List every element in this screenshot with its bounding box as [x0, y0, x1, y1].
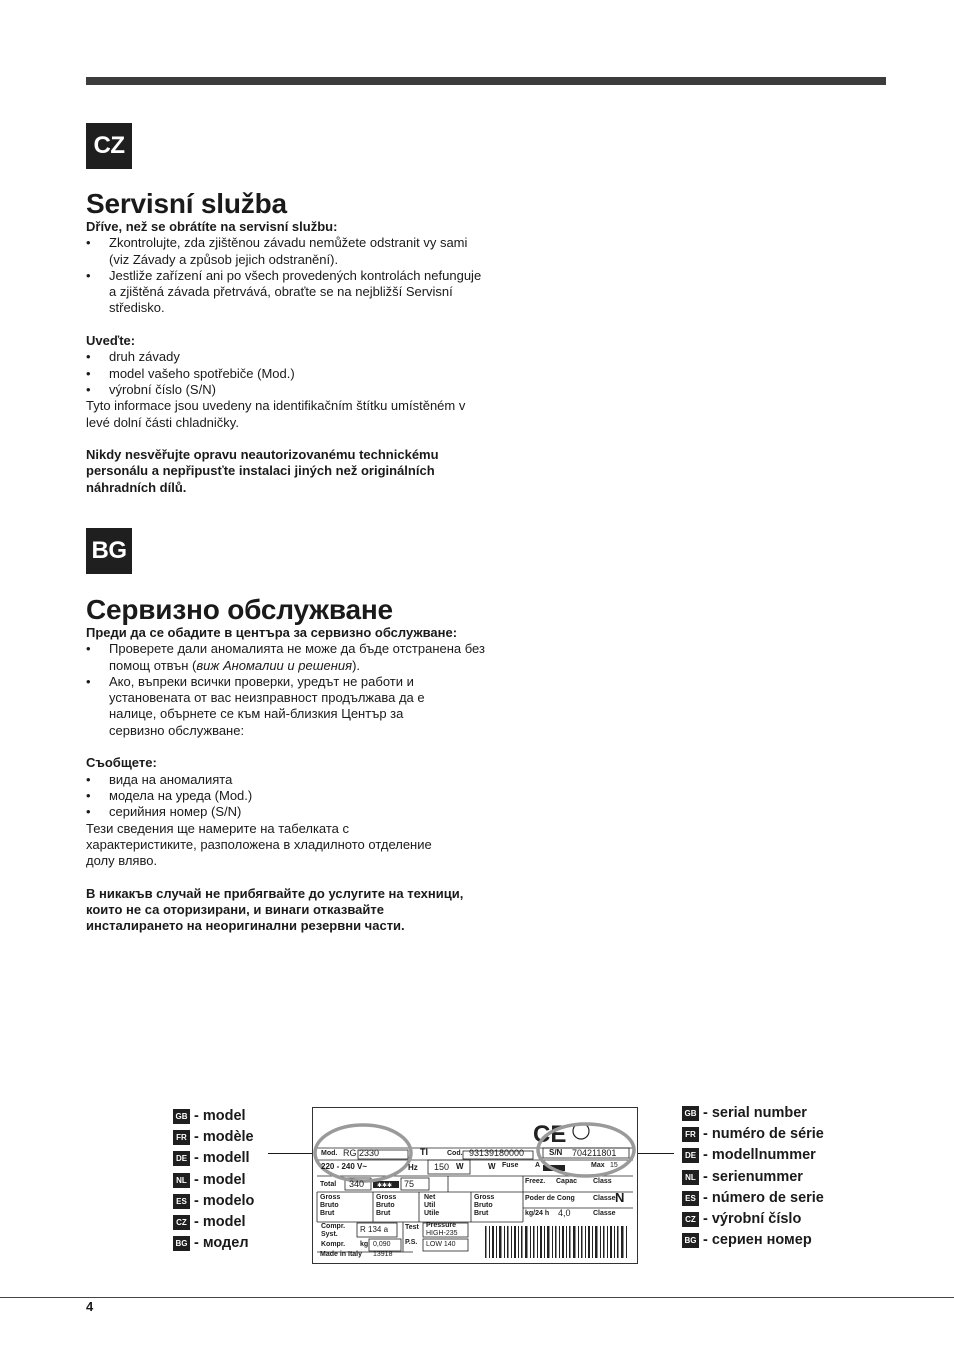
info-text: Тези сведения ще намерите на табелката с характеристиките, разположена в хладилното отделение долу вляво. [86, 820, 432, 869]
legend-serial [682, 1103, 824, 1251]
total-value: 340 [349, 1179, 365, 1189]
poder-label: Poder de Cong [525, 1195, 575, 1202]
check-list [86, 641, 486, 739]
legend-label: - modelo [194, 1192, 255, 1209]
svg-text:CE: CE [533, 1121, 567, 1148]
mod-label: Mod. [321, 1150, 338, 1157]
rating-plate [312, 1107, 638, 1264]
list-item: • Ако, въпреки всички проверки, уредът не работи и установената от вас неизправност продължава да е налице, обърнете се към най-близкия Център за сервизно обслужване: [86, 674, 441, 739]
state-heading: Uveďte: [86, 333, 136, 349]
legend-row [682, 1188, 824, 1209]
intro-text: Преди да се обадите в центъра за сервизно обслужване: [86, 625, 458, 640]
kompr-label: Kompr. [321, 1241, 346, 1248]
watts-value: 150 [434, 1162, 450, 1172]
language-code: FR [682, 1127, 699, 1142]
language-code: BG [682, 1233, 699, 1248]
legend-label: - model [194, 1171, 246, 1188]
legend-row [682, 1145, 824, 1166]
legend-label: - сериен номер [703, 1232, 812, 1249]
language-badge-cz: CZ [86, 123, 132, 169]
legend-row [173, 1191, 254, 1212]
check-list [86, 235, 486, 316]
net-label: Net Util Utile [424, 1194, 440, 1217]
warning-text: В никакъв случай не прибягвайте до услугите на техници, които не са оторизирани, и винаги отказвайте инсталирането на неоригинални резервни части. [86, 885, 464, 934]
legend-label: - modell [194, 1150, 250, 1167]
pressure-label: Pressure [426, 1222, 456, 1229]
language-code: ES [173, 1194, 190, 1209]
state-list [86, 772, 486, 821]
language-code: DE [682, 1148, 699, 1163]
list-item: • výrobní číslo (S/N) [86, 382, 486, 398]
class-label: Class [593, 1178, 612, 1185]
max-label: Max [591, 1162, 605, 1169]
language-code: CZ [682, 1212, 699, 1227]
compr-syst-label: Compr. Syst. [321, 1223, 346, 1238]
ps-label: P.S. [405, 1239, 418, 1246]
info-text: Tyto informace jsou uvedeny na identifikačním štítku umístěném v levé dolní části chladničky. [86, 398, 466, 430]
rating-plate-text [313, 1108, 637, 1263]
made-code: 13918 [373, 1251, 393, 1258]
legend-model [173, 1106, 254, 1254]
mod-value: RG 2330 [343, 1148, 380, 1158]
section-title: Servisní služba [86, 188, 287, 219]
watts-unit: W [456, 1162, 464, 1171]
svg-text:✱✱✱: ✱✱✱ [377, 1182, 393, 1189]
language-code: CZ [173, 1215, 190, 1230]
language-code: NL [173, 1173, 190, 1188]
legend-row [173, 1148, 254, 1169]
legend-row [682, 1124, 824, 1145]
footer-rule [0, 1297, 954, 1298]
list-item: • модела на уреда (Mod.) [86, 788, 486, 804]
state-heading: Съобщете: [86, 755, 157, 771]
sn-label: S/N [549, 1148, 563, 1157]
list-item: • Проверете дали аномалията не може да бъде отстранена без помощ отвън (виж Аномалии и решения). [86, 641, 486, 674]
language-code: GB [682, 1106, 699, 1121]
pressure-low: LOW 140 [426, 1241, 456, 1248]
list-item: • Zkontrolujte, zda zjištěnou závadu nemůžete odstranit vy sami (viz Závady a způsob jejich odstranění). [86, 235, 486, 268]
gross-label-1: Gross Bruto Brut [320, 1194, 341, 1217]
page-number: 4 [86, 1299, 94, 1314]
language-code: ES [682, 1191, 699, 1206]
language-code: DE [173, 1151, 190, 1166]
legend-row [173, 1233, 254, 1254]
state-list [86, 349, 486, 398]
legend-label: - výrobní číslo [703, 1210, 802, 1227]
language-code: GB [173, 1109, 190, 1124]
hz-label: Hz [408, 1163, 418, 1172]
legend-label: - model [194, 1108, 246, 1124]
voltage: 220 - 240 V~ [321, 1162, 368, 1171]
intro-text: Dříve, než se obrátíte na servisní službu: [86, 219, 338, 234]
warning-text: Nikdy nesvěřujte opravu neautorizovanému technickému personálu a nepřipusťte instalaci jiných než originálních náhradních dílů. [86, 447, 439, 495]
list-item: • Jestliže zařízení ani po všech provedených kontrolách nefunguje a zjištěná závada přetrvává, obraťte se na nejbližší Servisní středisko. [86, 268, 486, 317]
classe-label: Classe [593, 1195, 616, 1202]
star-value: 75 [404, 1179, 415, 1189]
legend-row [173, 1212, 254, 1233]
cross-reference: виж Аномалии и решения [196, 657, 353, 673]
gross-label-2: Gross Bruto Brut [376, 1194, 397, 1217]
legend-row [682, 1209, 824, 1230]
legend-label: - número de serie [703, 1189, 824, 1206]
legend-label: - модел [194, 1235, 249, 1252]
legend-row [682, 1167, 824, 1188]
sn-value: 704211801 [572, 1148, 617, 1158]
legend-label: - serienummer [703, 1168, 803, 1185]
legend-row [173, 1127, 254, 1148]
amp-label: A [535, 1162, 541, 1169]
list-item: • вида на аномалията [86, 772, 486, 788]
legend-label: - modellnummer [703, 1147, 816, 1164]
made-in-label: Made in Italy [320, 1251, 363, 1258]
section-cz [86, 189, 486, 496]
section-title: Сервизно обслужване [86, 594, 393, 625]
pressure-high: HIGH-235 [426, 1230, 458, 1237]
language-code: NL [682, 1170, 699, 1185]
legend-row [173, 1106, 254, 1127]
legend-row [682, 1230, 824, 1251]
legend-label: - modèle [194, 1129, 254, 1146]
list-item: • druh závady [86, 349, 486, 365]
legend-row [682, 1103, 824, 1124]
kg24-label: kg/24 h [525, 1210, 550, 1217]
lamp-w-unit: W [488, 1162, 496, 1171]
legend-label: - model [194, 1213, 246, 1230]
kg24-value: 4,0 [558, 1208, 571, 1218]
cod-value: 93139180000 [469, 1148, 525, 1158]
header-rule [86, 77, 886, 85]
kg-value: 0,090 [373, 1241, 391, 1248]
cod-label: Cod. [447, 1150, 463, 1157]
list-item: • model vašeho spotřebiče (Mod.) [86, 366, 486, 382]
kg-label: kg [360, 1241, 369, 1248]
language-code: FR [173, 1130, 190, 1145]
total-label: Total [320, 1181, 337, 1188]
classe-value: N [615, 1190, 625, 1205]
ti-label: TI [420, 1147, 428, 1157]
classe-label-2: Classe [593, 1210, 616, 1217]
freez-label: Freez. [525, 1178, 546, 1185]
legend-label: - serial number [703, 1105, 807, 1121]
max-value: 15 [610, 1162, 618, 1169]
fuse-label: Fuse [502, 1162, 519, 1169]
language-badge-bg: BG [86, 528, 132, 574]
gross-label-3: Gross Bruto Brut [474, 1194, 495, 1217]
capac-label: Capac [556, 1178, 578, 1185]
list-item: • серийния номер (S/N) [86, 804, 486, 820]
legend-row [173, 1170, 254, 1191]
language-code: BG [173, 1236, 190, 1251]
refrigerant: R 134 a [360, 1225, 389, 1234]
test-label: Test [405, 1224, 419, 1231]
section-bg [86, 595, 486, 935]
legend-label: - numéro de série [703, 1126, 824, 1143]
